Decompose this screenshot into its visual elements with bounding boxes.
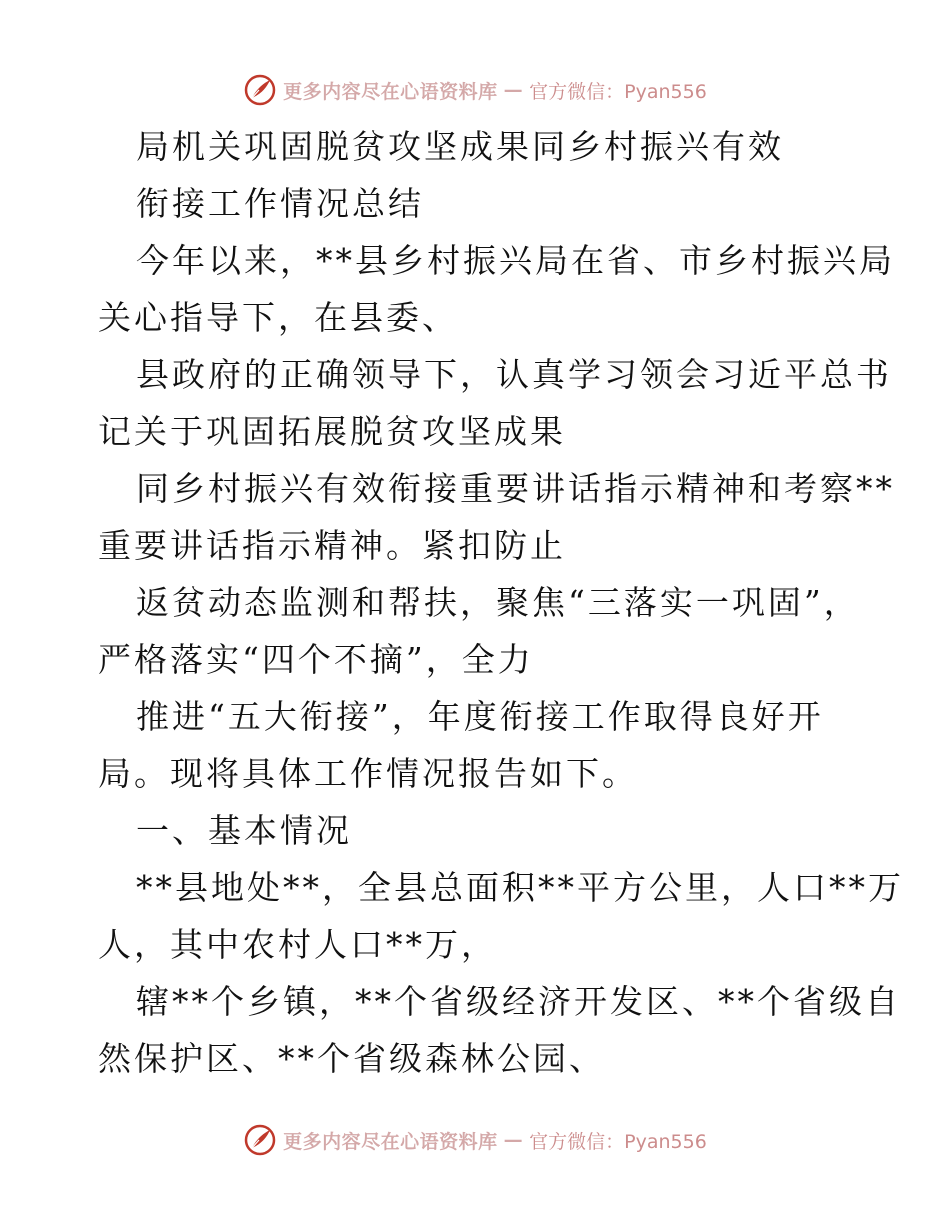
paragraph-line: 人，其中农村人口**万， — [98, 925, 497, 964]
watermark-text: 更多内容尽在心语资料库 — [283, 1130, 498, 1153]
paragraph-line: 记关于巩固拓展脱贫攻坚成果 — [98, 412, 566, 451]
paragraph-line: **县地处**，全县总面积**平方公里，人口**万 — [136, 868, 904, 907]
paragraph-line: 严格落实“四个不摘”，全力 — [98, 640, 534, 679]
paragraph-line: 关心指导下，在县委、 — [98, 298, 458, 337]
feather-pen-logo-icon — [243, 73, 277, 107]
watermark-contact: 官方微信：Pyan556 — [529, 1130, 707, 1153]
paragraph-line: 推进“五大衔接”，年度衔接工作取得良好开 — [136, 697, 824, 736]
feather-pen-logo-icon — [243, 1123, 277, 1157]
paragraph-line: 辖**个乡镇，**个省级经济开发区、**个省级自 — [136, 982, 901, 1021]
paragraph-line: 重要讲话指示精神。紧扣防止 — [98, 526, 566, 565]
paragraph-line: 返贫动态监测和帮扶，聚焦“三落实一巩固”， — [136, 583, 860, 622]
watermark-dash: — — [503, 79, 524, 101]
watermark-footer — [0, 1120, 950, 1160]
paragraph-line: 今年以来，**县乡村振兴局在省、市乡村振兴局 — [136, 241, 895, 280]
paragraph-line: 然保护区、**个省级森林公园、 — [98, 1039, 605, 1078]
paragraph-line: 局。现将具体工作情况报告如下。 — [98, 754, 638, 793]
watermark-dash: — — [503, 1129, 524, 1151]
document-title-line-2: 衔接工作情况总结 — [136, 184, 424, 223]
paragraph-line: 同乡村振兴有效衔接重要讲话指示精神和考察** — [136, 469, 895, 508]
section-heading: 一、基本情况 — [136, 811, 352, 850]
watermark-text: 更多内容尽在心语资料库 — [283, 80, 498, 103]
paragraph-line: 县政府的正确领导下，认真学习领会习近平总书 — [136, 355, 892, 394]
watermark-header — [0, 70, 950, 110]
document-body — [98, 118, 904, 1087]
watermark-contact: 官方微信：Pyan556 — [529, 80, 707, 103]
document-title-line-1: 局机关巩固脱贫攻坚成果同乡村振兴有效 — [136, 127, 784, 166]
